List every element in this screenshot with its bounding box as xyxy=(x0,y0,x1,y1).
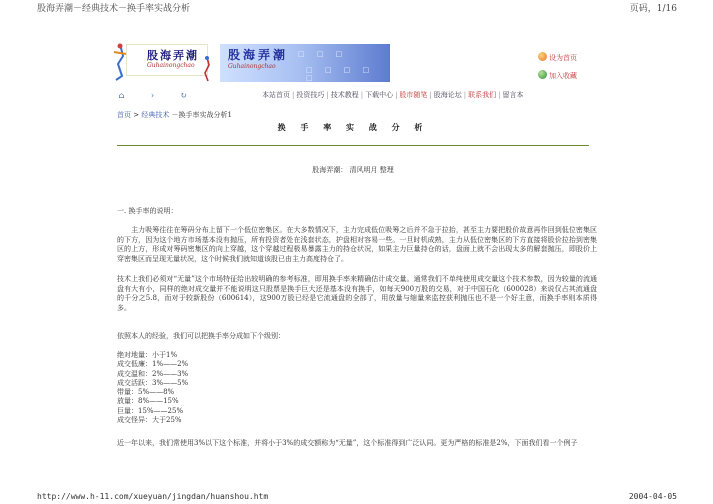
add-favorite-link[interactable] xyxy=(538,70,577,88)
author-line: 股海弄潮： 清风明月 整理 xyxy=(312,166,394,174)
print-header xyxy=(0,0,713,14)
refresh-nav-icon[interactable]: ↻ xyxy=(180,91,187,100)
breadcrumb-section[interactable]: 经典技术 xyxy=(141,111,170,119)
page-title: 换 手 率 实 战 分 析 xyxy=(277,122,429,132)
title-divider xyxy=(117,145,589,146)
list-item: 成交活跃：3%——5% xyxy=(117,378,189,387)
nav-item-guestbook[interactable]: 留言本 xyxy=(502,91,524,99)
nav-item-contact[interactable]: 联系我们 xyxy=(468,91,497,99)
list-item: 放量：8%——15% xyxy=(117,397,179,406)
list-item: 成交低廉：1%——2% xyxy=(117,360,189,369)
quick-links xyxy=(538,52,577,88)
site-logo[interactable] xyxy=(126,44,208,76)
banner-decoration-top: □ □ □ xyxy=(298,50,348,58)
list-item: 成交温和：2%——3% xyxy=(117,369,189,378)
list-item: 带量：5%——8% xyxy=(117,388,175,397)
paragraph-4: 近一年以来，我们常使用3%以下这个标准，并将小于3%的成交额称为“无量”，这个标准得到广泛认同。更为严格的标准是2%，下面我们看一个例子 xyxy=(117,439,578,447)
print-footer-date: 2004-04-05 xyxy=(628,492,677,501)
nav-item-forum[interactable]: 股海论坛 xyxy=(433,91,462,99)
site-banner xyxy=(220,44,390,82)
nav-item-home[interactable]: 本站首页 xyxy=(262,91,290,99)
breadcrumb-separator: > xyxy=(131,111,142,119)
banner-decoration-bottom: □ □ □ □ □ xyxy=(306,66,375,82)
main-nav: 本站首页 | 投资技巧 | 技术教程 | 下载中心 | 股市随笔 | 股海论坛 | 联系我们 | 留言本 xyxy=(262,91,524,99)
nav-item-essays[interactable]: 股市随笔 xyxy=(399,91,428,99)
nav-item-tips[interactable]: 投资技巧 xyxy=(296,91,325,99)
section-heading: 一. 换手率的说明： xyxy=(117,207,178,215)
forward-nav-icon[interactable]: › xyxy=(150,91,155,100)
banner-name: 股海弄潮 xyxy=(228,48,289,62)
print-header-title: 股海弄潮－经典技术－换手率实战分析 xyxy=(37,4,191,14)
logo-pinyin: Guhainongchao xyxy=(147,62,195,69)
set-homepage-label: 设为首页 xyxy=(549,54,577,62)
turnover-level-list xyxy=(117,351,597,425)
favorite-icon xyxy=(538,70,547,79)
add-favorite-label: 加入收藏 xyxy=(549,72,577,80)
breadcrumb-home[interactable]: 首页 xyxy=(117,111,131,119)
set-homepage-link[interactable] xyxy=(538,52,577,70)
logo-figure-small-icon xyxy=(200,55,214,83)
breadcrumb xyxy=(117,110,232,120)
nav-item-tutorials[interactable]: 技术教程 xyxy=(330,91,359,99)
home-icon xyxy=(538,52,547,61)
list-item: 成交怪异：大于25% xyxy=(117,416,182,425)
nav-item-downloads[interactable]: 下载中心 xyxy=(365,91,394,99)
print-header-page: 页码，1/16 xyxy=(629,4,677,14)
banner-pinyin: Guhainongchao xyxy=(228,63,276,70)
home-nav-icon[interactable]: ⌂ xyxy=(118,91,125,100)
paragraph-2: 技术上我们必须对“无量”这个市场特征给出较明确的参考标准，即用换手率来精确估计成交量。通常我们不单纯使用成交量这个技术参数，因为较量的流通盘有大有小，同样的绝对成交量并不能说明这只股票是换手巨大还是基本没有换手，如每天900万股的交易，对于中国石化（600028）来说仅占其流通盘的千分之5.8，而对于较新股份（600614），这900万股已经是它流通盘的全部了，用放量与缩量来监控获利抛压也不是一个好主意，而换手率则本质得多。 xyxy=(117,275,597,312)
print-footer-url: http://www.h-11.com/xueyuan/jingdan/huanshou.htm xyxy=(37,492,269,501)
list-item: 绝对地量：小于1% xyxy=(117,351,178,359)
paragraph-3: 依照本人的经验，我们可以把换手率分成如下个级别： xyxy=(117,332,285,340)
list-item: 巨量：15%——25% xyxy=(117,406,184,415)
breadcrumb-current: －换手率实战分析1 xyxy=(169,111,233,119)
paragraph-1: 主力吸筹往往在筹码分布上留下一个低位密集区。在大多数情况下，主力完成低位吸筹之后并不急于拉抬，甚至主力要把股价故意再作回到低位密集区的下方，因为这个地方市场基本没有抛压，所有投资者处在浅套状态，护盘相对容易一些。一旦时机成熟，主力从低位密集区的下方直接将股价拉抬到密集区的上方，形成对筹码密集区的向上穿越，这个穿越过程极易暴露主力的持仓状况，如果主力巨量持仓的话，盘面上就不会出现太多的解套抛压，即股价上穿密集区而呈现无量状况，这个时候我们就知道该股已由主力高度持仓了。 xyxy=(117,226,597,263)
logo-name: 股海弄潮 xyxy=(147,49,199,62)
print-footer xyxy=(0,490,713,504)
